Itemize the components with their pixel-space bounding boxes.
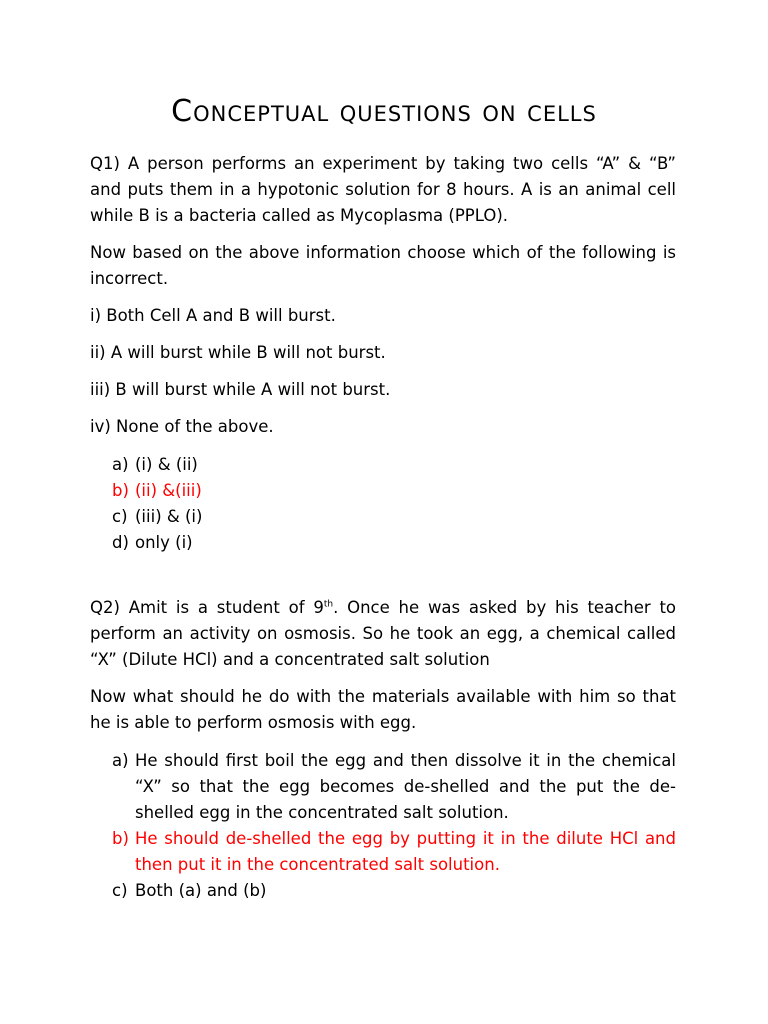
- spacer: [90, 556, 676, 595]
- q1-option-d: [90, 530, 676, 556]
- q2-text-superscript: th: [323, 599, 334, 610]
- q2-text-post: . Once he was asked by his teacher to perform an activity on osmosis. So he took an egg, a chemical called “X” (Dilute HCl) and a concentrated salt solution: [90, 598, 677, 669]
- q1-statement-4: iv) None of the above.: [90, 417, 274, 436]
- q1-option-c: [90, 504, 676, 530]
- option-text: only (i): [135, 533, 193, 552]
- option-mark: a): [112, 751, 129, 770]
- q1-statement-1: i) Both Cell A and B will burst.: [90, 306, 336, 325]
- option-mark: b): [112, 829, 129, 848]
- questions-body: [90, 151, 676, 904]
- q1-statement-2: ii) A will burst while B will not burst.: [90, 343, 386, 362]
- q2-prompt: Now what should he do with the materials available with him so that he is able to perform osmosis with egg.: [90, 687, 676, 732]
- option-text: Both (a) and (b): [135, 881, 267, 900]
- option-text: He should first boil the egg and then dissolve it in the chemical “X” so that the egg becomes de-shelled and the put the de-shelled egg in the concentrated salt solution.: [135, 751, 676, 822]
- q2-option-a: [90, 748, 676, 826]
- option-text: He should de-shelled the egg by putting it in the dilute HCl and then put it in the concentrated salt solution.: [135, 829, 676, 874]
- option-text: (ii) &(iii): [135, 481, 202, 500]
- q2-text-pre: Q2) Amit is a student of 9: [90, 598, 324, 617]
- q2-options: [90, 748, 676, 904]
- q1-prompt: Now based on the above information choose which of the following is incorrect.: [90, 243, 676, 288]
- option-mark: c): [112, 881, 128, 900]
- q1-options: [90, 452, 676, 556]
- q2-option-b-answer: [90, 826, 676, 878]
- q1-text: Q1) A person performs an experiment by taking two cells “A” & “B” and puts them in a hypotonic solution for 8 hours. A is an animal cell while B is a bacteria called as Mycoplasma (PPLO).: [90, 154, 676, 225]
- q1-option-b-answer: [90, 478, 676, 504]
- q2-text: [90, 595, 676, 673]
- option-text: (i) & (ii): [135, 455, 198, 474]
- q2-option-c: [90, 878, 676, 904]
- option-text: (iii) & (i): [135, 507, 203, 526]
- q1-statement-3: iii) B will burst while A will not burst.: [90, 380, 391, 399]
- option-mark: c): [112, 507, 128, 526]
- option-mark: a): [112, 455, 129, 474]
- page-title: Conceptual questions on cells: [171, 94, 597, 129]
- q1-option-a: [90, 452, 676, 478]
- option-mark: b): [112, 481, 129, 500]
- option-mark: d): [112, 533, 129, 552]
